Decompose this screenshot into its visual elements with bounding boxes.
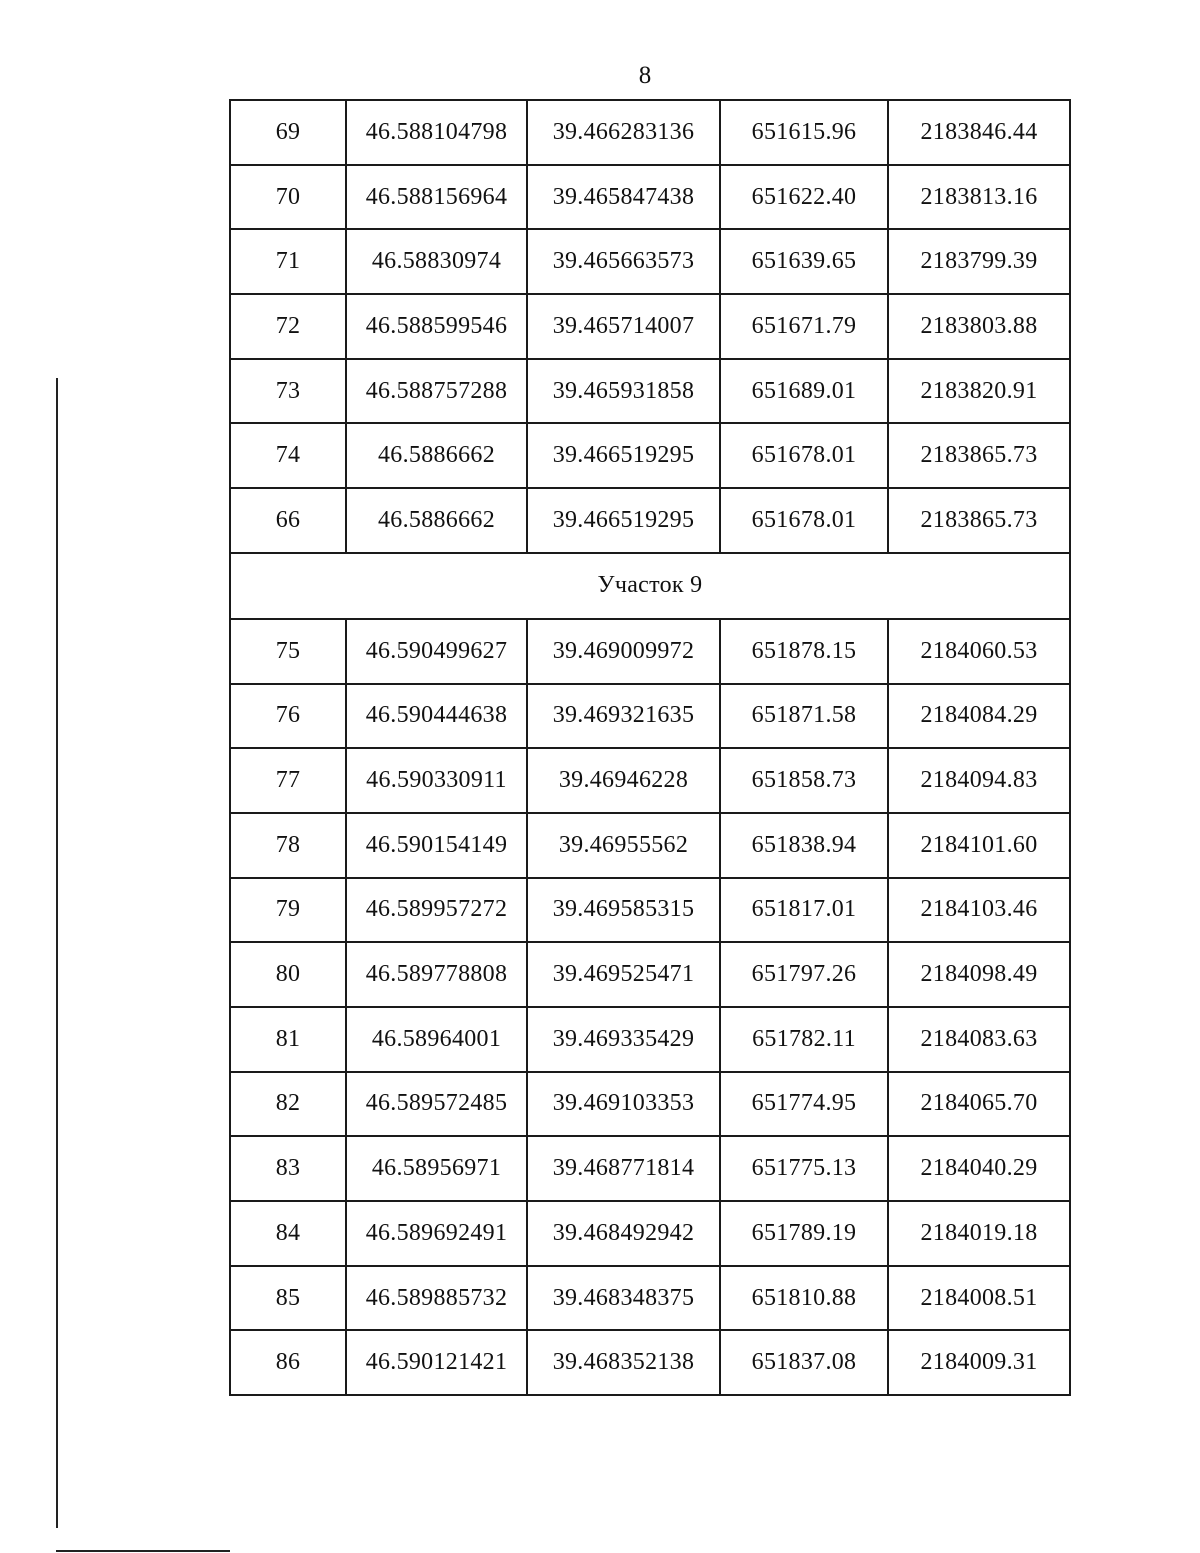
latitude-cell: 46.5886662 [346,488,527,553]
longitude-cell: 39.469525471 [527,942,720,1007]
coord-x-cell: 651789.19 [720,1201,888,1266]
point-number-cell: 73 [230,359,346,424]
longitude-cell: 39.468348375 [527,1266,720,1331]
table-row [230,748,1070,813]
coord-y-cell: 2184098.49 [888,942,1070,1007]
coord-y-cell: 2184008.51 [888,1266,1070,1331]
section-header [230,553,1070,619]
latitude-cell: 46.590444638 [346,684,527,749]
coord-y-cell: 2184101.60 [888,813,1070,878]
coord-x-cell: 651837.08 [720,1330,888,1395]
coord-x-cell: 651817.01 [720,878,888,943]
longitude-cell: 39.469103353 [527,1072,720,1137]
coord-x-cell: 651878.15 [720,619,888,684]
table-row [230,229,1070,294]
table-row [230,1072,1070,1137]
point-number-cell: 66 [230,488,346,553]
coordinates-table [229,99,1071,1396]
coord-x-cell: 651774.95 [720,1072,888,1137]
point-number-cell: 83 [230,1136,346,1201]
table-row [230,619,1070,684]
coord-y-cell: 2184094.83 [888,748,1070,813]
page-number: 8 [638,62,652,89]
coord-x-cell: 651775.13 [720,1136,888,1201]
point-number-cell: 84 [230,1201,346,1266]
longitude-cell: 39.46955562 [527,813,720,878]
point-number-cell: 81 [230,1007,346,1072]
point-number-cell: 85 [230,1266,346,1331]
table-row [230,359,1070,424]
latitude-cell: 46.5886662 [346,423,527,488]
latitude-cell: 46.589692491 [346,1201,527,1266]
table-row [230,942,1070,1007]
longitude-cell: 39.469585315 [527,878,720,943]
table-row [230,488,1070,553]
coord-x-cell: 651678.01 [720,423,888,488]
coord-y-cell: 2184083.63 [888,1007,1070,1072]
coord-x-cell: 651797.26 [720,942,888,1007]
latitude-cell: 46.590121421 [346,1330,527,1395]
point-number-cell: 72 [230,294,346,359]
table-row [230,165,1070,230]
latitude-cell: 46.590330911 [346,748,527,813]
longitude-cell: 39.466283136 [527,100,720,165]
latitude-cell: 46.590499627 [346,619,527,684]
point-number-cell: 79 [230,878,346,943]
longitude-cell: 39.465663573 [527,229,720,294]
coord-x-cell: 651615.96 [720,100,888,165]
latitude-cell: 46.58956971 [346,1136,527,1201]
longitude-cell: 39.466519295 [527,488,720,553]
coord-x-cell: 651871.58 [720,684,888,749]
longitude-cell: 39.468771814 [527,1136,720,1201]
margin-line [56,378,58,1528]
table-row [230,1136,1070,1201]
table-body-before [230,100,1070,553]
table-row [230,878,1070,943]
table-row [230,1266,1070,1331]
latitude-cell: 46.589885732 [346,1266,527,1331]
coord-y-cell: 2184019.18 [888,1201,1070,1266]
table-row [230,423,1070,488]
footnote-separator [56,1550,230,1552]
table-body-after [230,619,1070,1395]
table-row [230,1201,1070,1266]
longitude-cell: 39.469009972 [527,619,720,684]
longitude-cell: 39.469335429 [527,1007,720,1072]
latitude-cell: 46.588104798 [346,100,527,165]
longitude-cell: 39.465931858 [527,359,720,424]
table-row [230,1330,1070,1395]
latitude-cell: 46.589957272 [346,878,527,943]
coord-y-cell: 2184040.29 [888,1136,1070,1201]
point-number-cell: 76 [230,684,346,749]
coord-x-cell: 651622.40 [720,165,888,230]
table-row [230,813,1070,878]
latitude-cell: 46.588757288 [346,359,527,424]
coord-x-cell: 651689.01 [720,359,888,424]
longitude-cell: 39.466519295 [527,423,720,488]
table-row [230,684,1070,749]
coord-x-cell: 651639.65 [720,229,888,294]
latitude-cell: 46.58830974 [346,229,527,294]
coord-y-cell: 2183813.16 [888,165,1070,230]
point-number-cell: 77 [230,748,346,813]
point-number-cell: 70 [230,165,346,230]
table-row [230,1007,1070,1072]
point-number-cell: 86 [230,1330,346,1395]
longitude-cell: 39.465847438 [527,165,720,230]
table-row [230,100,1070,165]
point-number-cell: 80 [230,942,346,1007]
coord-y-cell: 2183846.44 [888,100,1070,165]
section-title: Участок 9 [230,553,1070,619]
latitude-cell: 46.590154149 [346,813,527,878]
latitude-cell: 46.589572485 [346,1072,527,1137]
latitude-cell: 46.588156964 [346,165,527,230]
point-number-cell: 71 [230,229,346,294]
section-row [230,553,1070,619]
coord-y-cell: 2184103.46 [888,878,1070,943]
coord-x-cell: 651671.79 [720,294,888,359]
point-number-cell: 74 [230,423,346,488]
longitude-cell: 39.46946228 [527,748,720,813]
longitude-cell: 39.468492942 [527,1201,720,1266]
coord-y-cell: 2183799.39 [888,229,1070,294]
coord-y-cell: 2183865.73 [888,488,1070,553]
point-number-cell: 82 [230,1072,346,1137]
latitude-cell: 46.589778808 [346,942,527,1007]
coord-y-cell: 2184065.70 [888,1072,1070,1137]
point-number-cell: 75 [230,619,346,684]
coord-y-cell: 2184084.29 [888,684,1070,749]
coord-y-cell: 2183820.91 [888,359,1070,424]
longitude-cell: 39.469321635 [527,684,720,749]
point-number-cell: 78 [230,813,346,878]
coord-y-cell: 2184009.31 [888,1330,1070,1395]
coord-x-cell: 651858.73 [720,748,888,813]
point-number-cell: 69 [230,100,346,165]
coord-y-cell: 2183803.88 [888,294,1070,359]
longitude-cell: 39.465714007 [527,294,720,359]
coord-x-cell: 651678.01 [720,488,888,553]
coord-x-cell: 651810.88 [720,1266,888,1331]
coord-x-cell: 651838.94 [720,813,888,878]
table-row [230,294,1070,359]
coord-y-cell: 2183865.73 [888,423,1070,488]
longitude-cell: 39.468352138 [527,1330,720,1395]
coord-y-cell: 2184060.53 [888,619,1070,684]
latitude-cell: 46.588599546 [346,294,527,359]
coord-x-cell: 651782.11 [720,1007,888,1072]
latitude-cell: 46.58964001 [346,1007,527,1072]
